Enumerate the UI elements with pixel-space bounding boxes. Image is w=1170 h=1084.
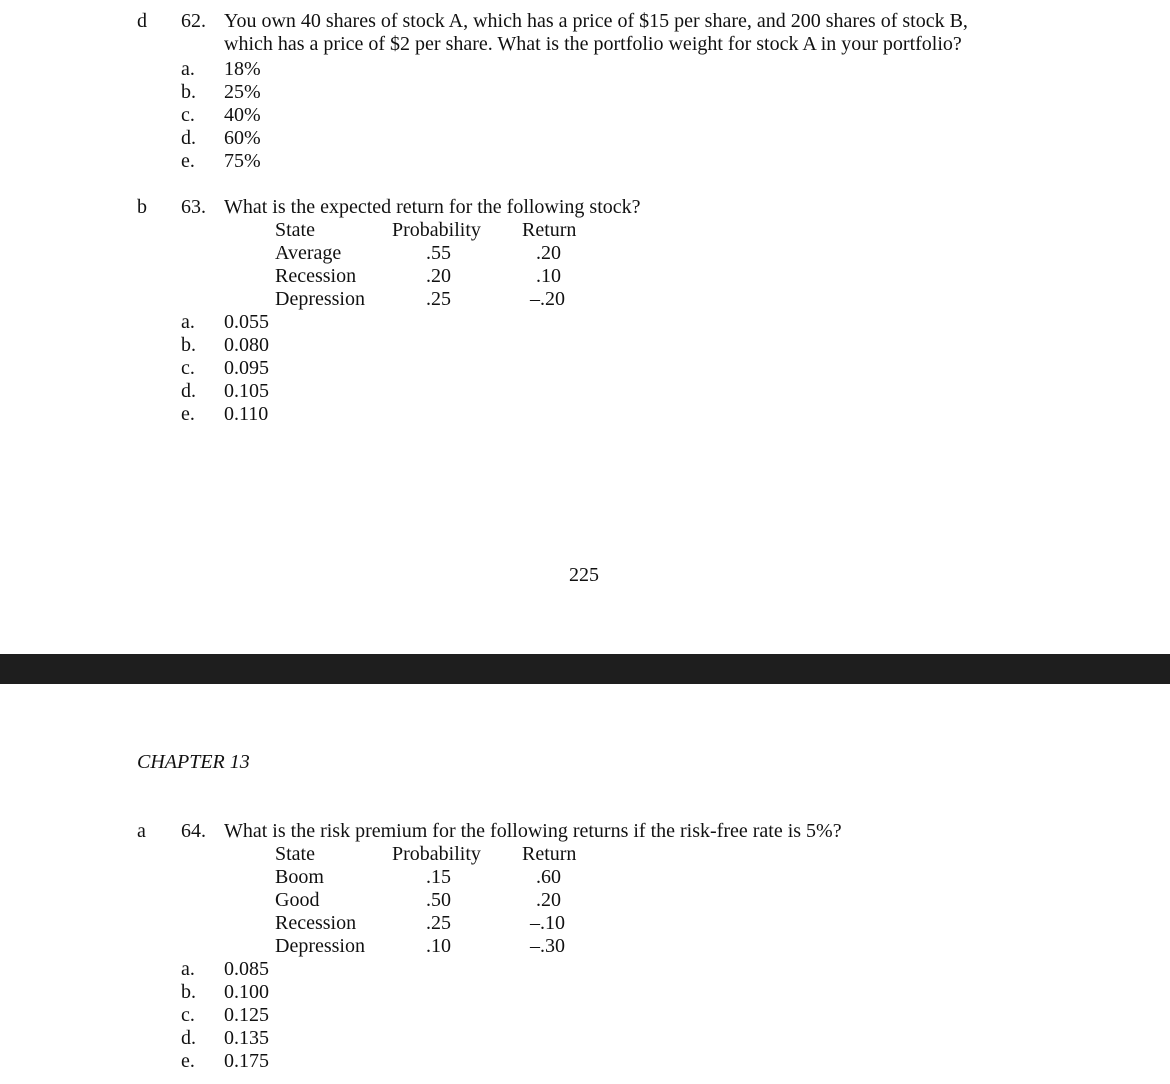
question-number-62: 62. xyxy=(181,10,206,32)
option-letter: e. xyxy=(181,403,195,425)
option-value: 0.105 xyxy=(224,380,269,402)
table-cell-return: .60 xyxy=(536,866,561,888)
table-header-return: Return xyxy=(522,843,577,865)
option-value: 0.175 xyxy=(224,1050,269,1072)
option-value: 0.125 xyxy=(224,1004,269,1026)
option-value: 0.095 xyxy=(224,357,269,379)
table-header-probability: Probability xyxy=(392,219,481,241)
option-letter: c. xyxy=(181,357,195,379)
question-text-64: What is the risk premium for the following returns if the risk-free rate is 5%? xyxy=(224,820,842,842)
table-cell-state: Depression xyxy=(275,935,365,957)
option-letter: a. xyxy=(181,58,195,80)
option-letter: e. xyxy=(181,1050,195,1072)
option-value: 60% xyxy=(224,127,261,149)
table-cell-state: Recession xyxy=(275,912,357,934)
option-letter: c. xyxy=(181,104,195,126)
option-letter: d. xyxy=(181,1027,196,1049)
table-header-state: State xyxy=(275,219,315,241)
answer-key-63: b xyxy=(137,196,147,218)
page-number: 225 xyxy=(569,564,599,586)
option-letter: c. xyxy=(181,1004,195,1026)
option-value: 18% xyxy=(224,58,261,80)
page-divider xyxy=(0,654,1170,684)
table-cell-probability: .25 xyxy=(426,288,451,310)
table-cell-return: .20 xyxy=(536,889,561,911)
option-letter: d. xyxy=(181,380,196,402)
option-value: 0.085 xyxy=(224,958,269,980)
question-text-62-line1: You own 40 shares of stock A, which has a price of $15 per share, and 200 shares of stock B, xyxy=(224,10,968,32)
question-number-64: 64. xyxy=(181,820,206,842)
option-value: 0.100 xyxy=(224,981,269,1003)
option-letter: e. xyxy=(181,150,195,172)
table-cell-probability: .15 xyxy=(426,866,451,888)
table-header-probability: Probability xyxy=(392,843,481,865)
option-letter: a. xyxy=(181,311,195,333)
option-letter: b. xyxy=(181,981,196,1003)
table-cell-state: Recession xyxy=(275,265,357,287)
table-cell-state: Depression xyxy=(275,288,365,310)
answer-key-64: a xyxy=(137,820,146,842)
answer-key-62: d xyxy=(137,10,147,32)
table-cell-probability: .20 xyxy=(426,265,451,287)
table-header-return: Return xyxy=(522,219,577,241)
table-cell-return: .10 xyxy=(536,265,561,287)
option-letter: b. xyxy=(181,334,196,356)
table-cell-probability: .50 xyxy=(426,889,451,911)
option-value: 0.110 xyxy=(224,403,269,425)
table-cell-return: –.20 xyxy=(530,288,565,310)
table-cell-probability: .10 xyxy=(426,935,451,957)
table-header-state: State xyxy=(275,843,315,865)
option-value: 0.080 xyxy=(224,334,269,356)
option-value: 40% xyxy=(224,104,261,126)
option-letter: b. xyxy=(181,81,196,103)
option-value: 0.055 xyxy=(224,311,269,333)
table-cell-return: –.30 xyxy=(530,935,565,957)
question-text-62-line2: which has a price of $2 per share. What is the portfolio weight for stock A in your portfolio? xyxy=(224,33,962,55)
option-letter: a. xyxy=(181,958,195,980)
option-value: 25% xyxy=(224,81,261,103)
option-value: 75% xyxy=(224,150,261,172)
option-value: 0.135 xyxy=(224,1027,269,1049)
table-cell-state: Average xyxy=(275,242,342,264)
table-cell-return: .20 xyxy=(536,242,561,264)
table-cell-probability: .25 xyxy=(426,912,451,934)
option-letter: d. xyxy=(181,127,196,149)
table-cell-state: Good xyxy=(275,889,320,911)
table-cell-state: Boom xyxy=(275,866,324,888)
question-text-63: What is the expected return for the following stock? xyxy=(224,196,641,218)
question-number-63: 63. xyxy=(181,196,206,218)
table-cell-return: –.10 xyxy=(530,912,565,934)
table-cell-probability: .55 xyxy=(426,242,451,264)
chapter-heading: CHAPTER 13 xyxy=(137,751,250,773)
